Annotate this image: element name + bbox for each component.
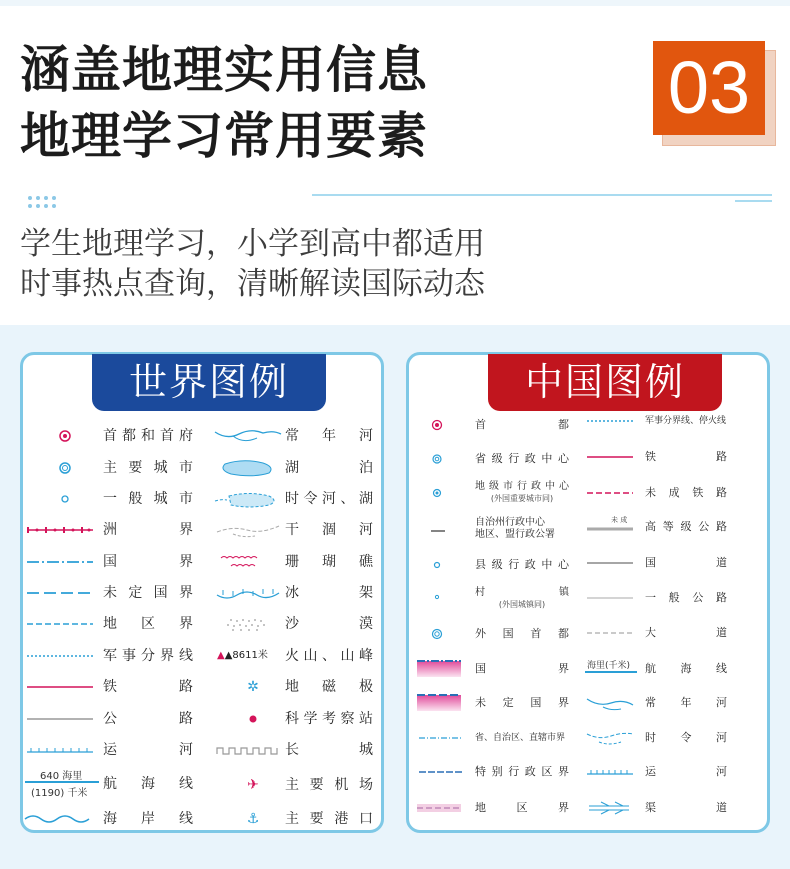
china-border-icon [415, 657, 463, 681]
legend-row [585, 796, 767, 820]
legend-label: 军事分界线 [103, 648, 193, 664]
legend-label: 运河 [645, 765, 727, 778]
magnetic-pole-icon: ✲ [247, 679, 259, 695]
legend-label: 一般城市 [103, 491, 193, 507]
legend-note: (外国重要城市同) [490, 494, 554, 503]
top-bar [0, 0, 790, 6]
legend-row [213, 807, 383, 831]
legend-label: 大道 [645, 626, 727, 639]
research-station-icon [213, 707, 283, 731]
legend-row [417, 796, 577, 820]
legend-row [585, 726, 767, 750]
legend-label: 特别行政区界 [475, 765, 569, 778]
legend-label: 长城 [285, 742, 373, 758]
dots-decoration-icon [28, 196, 64, 210]
sea-route-icon [25, 769, 99, 799]
sea-route-note: (1190) 千米 [31, 788, 88, 799]
port-anchor-icon: ⚓ [246, 811, 260, 827]
foreign-capital-icon [417, 622, 457, 646]
china-railway-icon [585, 445, 635, 469]
subtitle-line2: 时事热点查询，清晰解读国际动态 [20, 266, 485, 302]
unfinished-railway-icon [585, 481, 635, 505]
legend-label: 沙漠 [285, 616, 373, 632]
legend-label: 珊瑚礁 [285, 554, 373, 570]
headline-line1: 涵盖地理实用信息 [20, 41, 428, 99]
trail-icon [585, 621, 635, 645]
road-icon [23, 707, 93, 731]
legend-label: 未定国界 [475, 696, 569, 709]
city-icon [23, 487, 93, 511]
legend-row [23, 769, 203, 799]
legend-row [417, 517, 577, 545]
legend-row [417, 481, 577, 509]
china-seasonal-river-icon [585, 726, 635, 750]
legend-label: 地区界 [103, 616, 193, 632]
legend-row [585, 445, 767, 469]
china-river-icon [585, 691, 635, 715]
legend-row [417, 657, 577, 681]
legend-row [213, 581, 383, 605]
legend-row [585, 481, 767, 505]
legend-label: 主要港口 [285, 811, 373, 827]
provincial-center-icon [417, 447, 457, 471]
world-legend-title: 世界图例 [92, 354, 326, 411]
prefecture-center-icon [417, 481, 457, 505]
airport-icon: ✈ [247, 777, 259, 793]
ice-shelf-icon [213, 581, 283, 605]
legend-row [213, 456, 383, 480]
number-badge: 03 [653, 41, 765, 135]
world-legend-panel [20, 352, 384, 833]
lake-icon [213, 456, 283, 480]
legend-row [213, 644, 383, 668]
undefined-border-icon [23, 581, 93, 605]
region-border-icon [23, 612, 93, 636]
legend-row [213, 612, 383, 636]
legend-row [213, 773, 383, 797]
great-wall-icon [213, 738, 283, 762]
continent-border-icon [23, 518, 93, 542]
legend-label: 公路 [103, 711, 193, 727]
legend-note: (外国城镇同) [498, 600, 546, 609]
legend-row [585, 760, 767, 784]
sea-route-note: 海里(千米) [587, 661, 631, 671]
china-sea-route-icon [585, 657, 639, 681]
legend-row [213, 424, 383, 448]
legend-label: 国道 [645, 556, 727, 569]
legend-row [417, 413, 577, 437]
sea-route-line [585, 657, 639, 681]
legend-row [417, 760, 577, 784]
volcano-triangle-icon: ▲ [217, 650, 225, 661]
sea-route-note: 640 海里 [40, 771, 83, 782]
legend-label: 海岸线 [103, 811, 193, 827]
legend-label: 省、自治区、直辖市界 [475, 733, 566, 743]
legend-row [23, 807, 203, 831]
legend-label: 冰架 [285, 585, 373, 601]
legend-label: 航海线 [645, 662, 727, 675]
legend-row [585, 691, 767, 715]
legend-row [585, 551, 767, 575]
legend-row [23, 456, 203, 480]
legend-label: 高等级公路 [645, 520, 727, 533]
legend-row [585, 621, 767, 645]
peak-triangle-icon: ▲ [224, 650, 233, 661]
divider-line [312, 194, 772, 196]
legend-label: 科学考察站 [285, 711, 373, 727]
legend-label: 未定国界 [103, 585, 193, 601]
legend-row [23, 518, 203, 542]
china-region-border-icon [415, 796, 463, 820]
legend-label: 一般公路 [645, 591, 727, 604]
china-undefined-border-icon [415, 691, 463, 715]
general-road-icon [585, 586, 635, 610]
military-line-icon [23, 644, 93, 668]
autonomous-center-icon [417, 517, 457, 541]
railway-icon [23, 675, 93, 699]
coral-reef-icon [213, 550, 283, 574]
legend-row [585, 586, 767, 610]
legend-label: 干涸河 [285, 522, 373, 538]
national-road-icon [585, 551, 635, 575]
legend-row [23, 424, 203, 448]
volcano-icon [217, 644, 283, 668]
legend-label: 常年河 [285, 428, 373, 444]
legend-row [213, 707, 383, 731]
legend-row [23, 581, 203, 605]
legend-label: 国界 [475, 662, 569, 675]
legend-label: 军事分界线、停火线 [645, 416, 727, 426]
legend-row [417, 447, 577, 471]
divider-line-short [735, 200, 772, 202]
channel-icon [585, 796, 635, 820]
country-border-icon [23, 550, 93, 574]
highway-note: 未 成 [611, 516, 628, 524]
china-legend-title: 中国图例 [488, 354, 722, 411]
legend-label-main: 自治州行政中心 [475, 517, 545, 528]
china-canal-icon [585, 760, 635, 784]
legend-label: 时令河、湖 [285, 491, 373, 507]
legend-row [585, 515, 767, 539]
sar-border-icon [417, 760, 465, 784]
capital-icon [417, 413, 457, 437]
legend-row [23, 487, 203, 511]
dry-river-icon [213, 518, 283, 542]
legend-label: 省级行政中心 [475, 452, 569, 465]
china-legend-panel [406, 352, 770, 833]
legend-label: 洲界 [103, 522, 193, 538]
legend-label-main: 村镇 [475, 587, 569, 598]
seasonal-river-icon [213, 487, 283, 511]
legend-label: 首都和首府 [103, 428, 193, 444]
legend-label [475, 481, 569, 505]
legend-label-second: 地区、盟行政公署 [475, 529, 555, 540]
ceasefire-line-icon [585, 409, 635, 433]
legend-label: 铁路 [103, 679, 193, 695]
highway-icon [585, 515, 635, 539]
coastline-icon [23, 807, 93, 831]
legend-label: 火山、山峰 [285, 648, 373, 664]
legend-label: 铁路 [645, 450, 727, 463]
legend-row [417, 691, 577, 715]
legend-row [23, 644, 203, 668]
peak-height: 8611米 [232, 650, 268, 661]
legend-row [417, 587, 577, 615]
legend-label: 国界 [103, 554, 193, 570]
legend-row [23, 550, 203, 574]
legend-label [475, 587, 569, 611]
legend-label: 主要城市 [103, 460, 193, 476]
legend-label: 外国首都 [475, 627, 569, 640]
legend-label: 地磁极 [285, 679, 373, 695]
legend-row [585, 657, 767, 681]
legend-row [213, 487, 383, 511]
legend-label: 主要机场 [285, 777, 373, 793]
legend-row [23, 675, 203, 699]
subtitle-line1: 学生地理学习，小学到高中都适用 [20, 226, 485, 262]
legend-row [23, 707, 203, 731]
legend-row [213, 675, 383, 699]
legend-label [475, 517, 569, 541]
legend-label: 首都 [475, 418, 569, 431]
legend-label: 时令河 [645, 731, 727, 744]
village-icon [417, 587, 457, 611]
river-icon [213, 424, 283, 448]
legend-label: 县级行政中心 [475, 558, 569, 571]
canal-icon [23, 738, 93, 762]
legend-row [23, 612, 203, 636]
legend-label: 未成铁路 [645, 486, 727, 499]
legend-label: 航海线 [103, 776, 193, 792]
top-section [0, 0, 790, 325]
major-city-icon [23, 456, 93, 480]
capital-circle-icon [23, 424, 93, 448]
legend-label: 渠道 [645, 801, 727, 814]
legend-row [213, 738, 383, 762]
legend-row [417, 622, 577, 646]
county-center-icon [417, 553, 457, 577]
legend-row [213, 518, 383, 542]
desert-icon [213, 612, 283, 636]
legend-row [213, 550, 383, 574]
legend-row [23, 738, 203, 762]
legend-label: 湖泊 [285, 460, 373, 476]
province-border-icon [417, 726, 465, 750]
legend-row [417, 553, 577, 577]
headline-line2: 地理学习常用要素 [20, 107, 428, 165]
legend-label: 运河 [103, 742, 193, 758]
legend-row [585, 409, 767, 433]
legend-row [417, 726, 577, 750]
legend-label: 地区界 [475, 801, 569, 814]
legend-label: 常年河 [645, 696, 727, 709]
legend-label-main: 地级市行政中心 [475, 481, 569, 492]
